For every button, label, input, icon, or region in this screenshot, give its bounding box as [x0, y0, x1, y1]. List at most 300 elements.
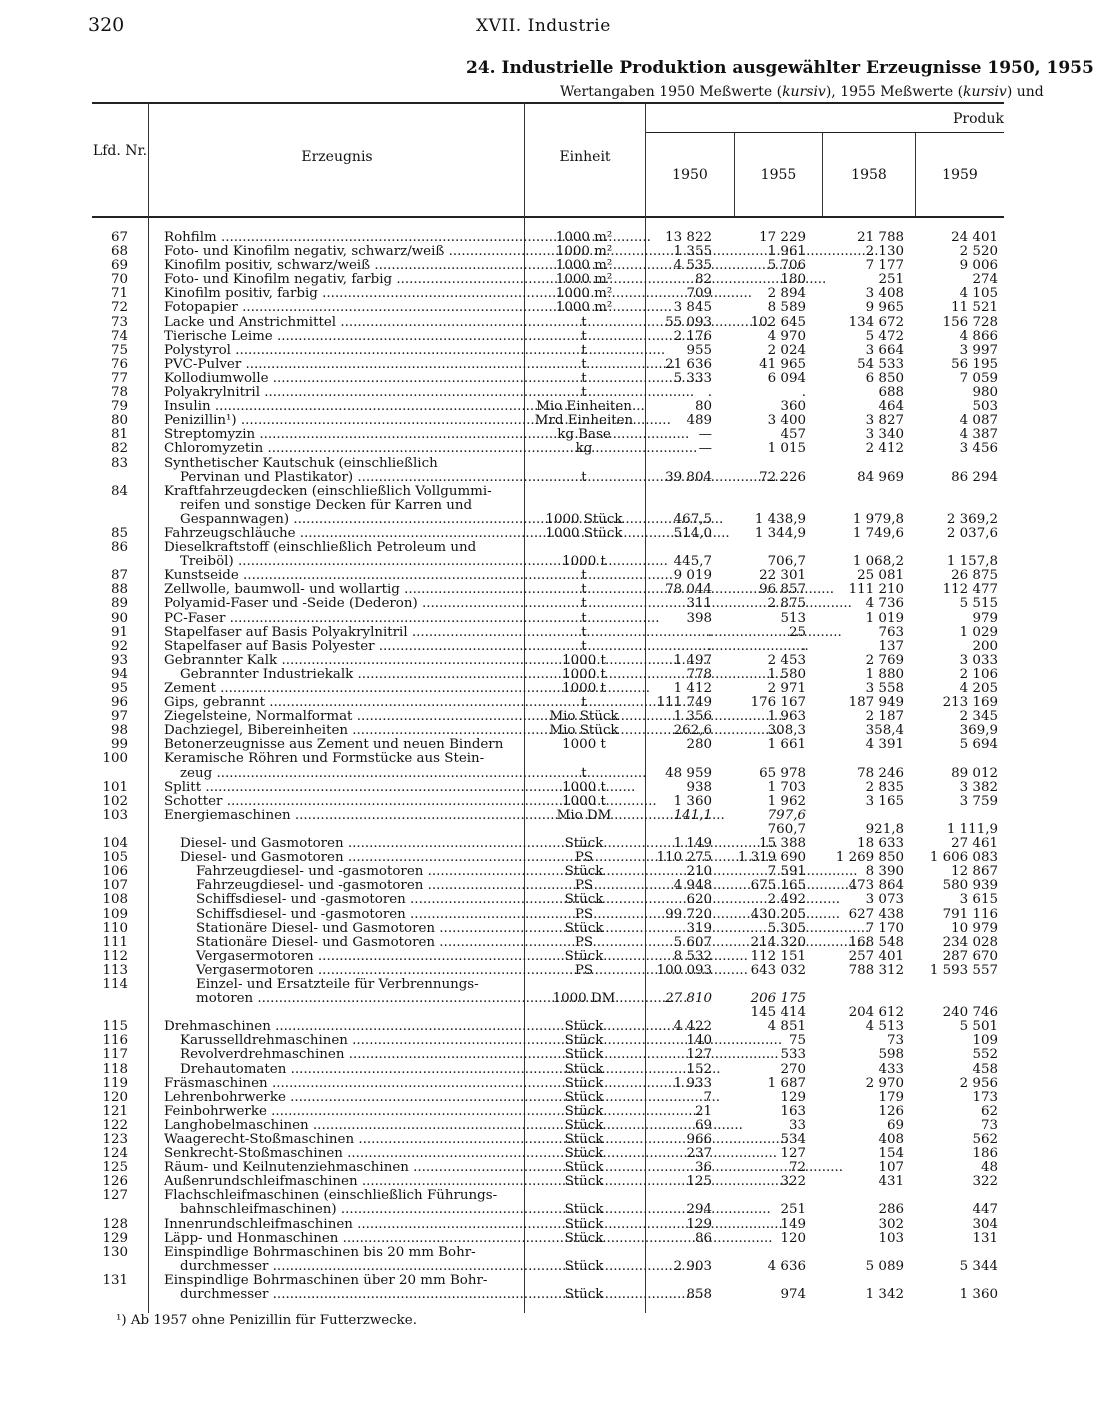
value-1959: 86 294	[951, 469, 998, 485]
row-number: 101	[102, 779, 128, 795]
row-number: 89	[110, 596, 128, 612]
value-1958: 431	[878, 1174, 904, 1190]
product-name: reifen und sonstige Decken für Karren und	[180, 497, 473, 513]
unit: t	[581, 695, 587, 711]
value-1950: 127	[686, 1047, 712, 1063]
row-number: 124	[102, 1146, 128, 1162]
table-row	[92, 442, 1004, 456]
value-1950: 294	[686, 1202, 712, 1218]
row-number: 109	[102, 906, 128, 922]
table-row	[92, 654, 1004, 668]
value-1958: 921,8	[865, 821, 904, 837]
row-number: 102	[102, 793, 128, 809]
product-name: Feinbohrwerke .....	[164, 1105, 514, 1119]
value-1958: 464	[878, 399, 904, 415]
table-row	[92, 555, 1004, 569]
value-1959: 2 520	[959, 244, 998, 260]
unit: PS	[574, 850, 594, 866]
product-name: Schiffsdiesel- und -gasmotoren .....	[196, 908, 514, 922]
product-name: Stationäre Diesel- und Gasmotoren .....	[196, 936, 514, 950]
row-number: 119	[102, 1075, 128, 1091]
product-name: Gebrannter Kalk .....	[164, 654, 514, 668]
product-name: Gips, gebrannt .....	[164, 696, 514, 710]
value-1958: 5 089	[865, 1258, 904, 1274]
product-name: Betonerzeugnisse aus Zement und neuen Bindern	[164, 737, 504, 753]
product-name: Einspindlige Bohrmaschinen bis 20 mm Bohr-	[164, 1244, 476, 1260]
table-row	[92, 1218, 1004, 1232]
value-1958: 168 548	[848, 934, 904, 950]
value-1959: 1 111,9	[946, 821, 998, 837]
product-name: Gebrannter Industriekalk .....	[180, 668, 514, 682]
table-row	[92, 1161, 1004, 1175]
value-1950: 1 149	[673, 836, 712, 852]
value-1955: 2 024	[767, 342, 806, 358]
value-1955: .	[801, 638, 806, 654]
unit: Stück	[564, 864, 604, 880]
table-row	[92, 1147, 1004, 1161]
value-1959: 3 997	[959, 342, 998, 358]
value-1959: 4 105	[959, 286, 998, 302]
value-1950: 3 845	[673, 300, 712, 316]
value-1955: 4 851	[767, 1019, 806, 1035]
row-number: 123	[102, 1132, 128, 1147]
row-number: 96	[110, 695, 128, 711]
value-1955: 430 205	[750, 906, 806, 922]
row-number: 131	[102, 1272, 128, 1288]
unit: PS	[574, 962, 594, 978]
row-number: 68	[110, 244, 128, 260]
product-name: Polyamid-Faser und -Seide (Dederon) .....	[164, 597, 514, 611]
subtitle-italic: kursiv	[963, 84, 1007, 100]
value-1955: 1 344,9	[754, 525, 806, 541]
value-1955: 1 438,9	[754, 511, 806, 527]
unit: Stück	[564, 1216, 604, 1232]
value-1959: 26 875	[951, 568, 998, 584]
product-name: Stapelfaser auf Basis Polyakrylnitril .....	[164, 626, 514, 640]
unit: t	[581, 469, 587, 485]
unit: 1000 t	[562, 793, 606, 809]
table-row	[92, 273, 1004, 287]
value-1955: 2 971	[767, 681, 806, 696]
value-1959: 304	[972, 1216, 998, 1232]
table-row	[92, 724, 1004, 738]
value-1958: 2 769	[865, 652, 904, 668]
value-1950: 467,5	[673, 511, 712, 527]
product-name: Innenrundschleifmaschinen .....	[164, 1218, 514, 1232]
row-number: 74	[110, 328, 128, 344]
value-1959: 48	[980, 1160, 998, 1176]
unit: 1000 m²	[555, 272, 613, 288]
value-1950: 4 948	[673, 878, 712, 894]
unit: t	[581, 624, 587, 640]
value-1950: 140	[686, 1033, 712, 1049]
value-1959: 3 615	[959, 892, 998, 908]
row-number: 106	[102, 864, 128, 880]
product-name: Chloromyzetin .....	[164, 442, 514, 456]
unit: Stück	[564, 1160, 604, 1176]
header-year-1955: 1955	[760, 167, 797, 183]
value-1959: 62	[980, 1103, 998, 1119]
value-1950: 445,7	[673, 554, 712, 570]
value-1955: 33	[788, 1117, 806, 1133]
table-row	[92, 682, 1004, 696]
row-number: 108	[102, 892, 128, 908]
subtitle-italic: kursiv	[782, 84, 826, 100]
value-1958: 3 558	[865, 681, 904, 696]
value-1955: 120	[780, 1230, 806, 1246]
row-number: 72	[110, 300, 128, 316]
production-group-rule	[645, 132, 1004, 133]
row-number: 70	[110, 272, 128, 288]
row-number: 95	[110, 681, 128, 696]
value-1959: 4 087	[959, 413, 998, 429]
table-row	[92, 386, 1004, 400]
unit: t	[581, 582, 587, 598]
value-1959: 2 106	[959, 666, 998, 682]
value-1955: 270	[780, 1061, 806, 1077]
value-1955: 145 414	[750, 1005, 806, 1021]
value-1959: 4 387	[959, 427, 998, 443]
unit: Stück	[564, 1230, 604, 1246]
value-1959: 186	[972, 1146, 998, 1162]
table-row	[92, 879, 1004, 893]
row-number: 73	[110, 314, 128, 330]
value-1959: 27 461	[951, 836, 998, 852]
table-row	[92, 1119, 1004, 1133]
value-1955: 176 167	[750, 695, 806, 711]
value-1955: 129	[780, 1089, 806, 1105]
product-name: Flachschleifmaschinen (einschließlich Führungs-	[164, 1188, 498, 1204]
value-1955: 457	[780, 427, 806, 443]
table-row	[92, 245, 1004, 259]
table-row	[92, 1133, 1004, 1147]
value-1958: 688	[878, 385, 904, 401]
unit: PS	[574, 934, 594, 950]
value-1955: 1 963	[767, 709, 806, 725]
value-1958: 7 170	[865, 920, 904, 936]
unit: Mio Stück	[549, 709, 619, 725]
product-name: Tierische Leime .....	[164, 330, 514, 344]
value-1955: 72	[788, 1160, 806, 1176]
value-1950: 48 959	[665, 765, 712, 781]
unit: Stück	[564, 1103, 604, 1119]
unit: 1000 m²	[555, 244, 613, 260]
product-name: Vergasermotoren .....	[196, 950, 514, 964]
value-1958: 1 269 850	[835, 850, 904, 866]
table-row	[92, 1063, 1004, 1077]
product-name: Einzel- und Ersatzteile für Verbrennungs-	[196, 976, 479, 992]
value-1955: 1 319 690	[737, 850, 806, 866]
value-1958: 84 969	[857, 469, 904, 485]
value-1958: 2 130	[865, 244, 904, 260]
table-row	[92, 809, 1004, 823]
unit: Stück	[564, 1075, 604, 1091]
row-number: 121	[102, 1103, 128, 1119]
value-1955: 7 591	[767, 864, 806, 880]
table-row	[92, 1232, 1004, 1246]
value-1958: 5 472	[865, 328, 904, 344]
value-1955: 1 961	[767, 244, 806, 260]
value-1959: 4 205	[959, 681, 998, 696]
value-1950: 9 019	[673, 568, 712, 584]
product-name: Kinofilm positiv, schwarz/weiß .....	[164, 259, 514, 273]
row-number: 100	[102, 751, 128, 767]
row-number: 86	[110, 540, 128, 556]
value-1955: 706,7	[767, 554, 806, 570]
row-number: 127	[102, 1188, 128, 1204]
value-1959: 322	[972, 1174, 998, 1190]
value-1958: 69	[886, 1117, 904, 1133]
value-1950: 39 804	[665, 469, 712, 485]
value-1958: 6 850	[865, 370, 904, 386]
row-number: 111	[102, 934, 128, 950]
row-number: 80	[110, 413, 128, 429]
product-name: Zellwolle, baumwoll- und wollartig .....	[164, 583, 514, 597]
unit: PS	[574, 906, 594, 922]
table-row	[92, 738, 1004, 752]
product-name: Foto- und Kinofilm negativ, schwarz/weiß .....	[164, 245, 514, 259]
row-number: 75	[110, 342, 128, 358]
value-1958: 2 412	[865, 441, 904, 457]
unit: Stück	[564, 1258, 604, 1274]
value-1950: 489	[686, 413, 712, 429]
header-erzeugnis: Erzeugnis	[301, 149, 373, 165]
value-1959: 12 867	[951, 864, 998, 880]
table-row	[92, 513, 1004, 527]
value-1950: 5 607	[673, 934, 712, 950]
value-1950: 1 412	[673, 681, 712, 696]
product-name: Gespannwagen) .....	[180, 513, 514, 527]
value-1950: .	[707, 638, 712, 654]
value-1959: 3 456	[959, 441, 998, 457]
product-name: Vergasermotoren .....	[196, 964, 514, 978]
value-1958: 286	[878, 1202, 904, 1218]
row-number: 82	[110, 441, 128, 457]
value-1955: 8 589	[767, 300, 806, 316]
table-row	[92, 908, 1004, 922]
product-name: Insulin .....	[164, 400, 514, 414]
value-1959: 562	[972, 1132, 998, 1147]
value-1950: 4 535	[673, 258, 712, 274]
value-1958: 187 949	[848, 695, 904, 711]
value-1959: 1 606 083	[929, 850, 998, 866]
value-1950: 141,1	[673, 807, 712, 823]
value-1950: 2 176	[673, 328, 712, 344]
value-1959: 2 956	[959, 1075, 998, 1091]
value-1950: 129	[686, 1216, 712, 1232]
value-1958: 107	[878, 1160, 904, 1176]
value-1955: 72 226	[759, 469, 806, 485]
product-name: Penizillin¹) .....	[164, 414, 514, 428]
table-row	[92, 499, 1004, 513]
value-1958: 137	[878, 638, 904, 654]
table-subtitle	[560, 84, 1044, 100]
product-name: Foto- und Kinofilm negativ, farbig .....	[164, 273, 514, 287]
value-1958: 627 438	[848, 906, 904, 922]
product-name: Außenrundschleifmaschinen .....	[164, 1175, 514, 1189]
product-name: Polystyrol .....	[164, 344, 514, 358]
unit: Mrd Einheiten	[534, 413, 634, 429]
unit: t	[581, 568, 587, 584]
value-1955: 2 492	[767, 892, 806, 908]
unit: Stück	[564, 1061, 604, 1077]
row-number: 69	[110, 258, 128, 274]
header-lfd: Lfd. Nr.	[92, 143, 148, 159]
row-number: 126	[102, 1174, 128, 1190]
row-number: 122	[102, 1117, 128, 1133]
value-1958: 251	[878, 272, 904, 288]
value-1958: 3 073	[865, 892, 904, 908]
unit: Stück	[564, 1132, 604, 1147]
value-1958: 433	[878, 1061, 904, 1077]
unit: Stück	[564, 892, 604, 908]
value-1959: 156 728	[942, 314, 998, 330]
value-1958: 358,4	[865, 723, 904, 739]
value-1955: .	[801, 385, 806, 401]
value-1958: 3 340	[865, 427, 904, 443]
row-number: 114	[102, 976, 128, 992]
product-name: Diesel- und Gasmotoren .....	[180, 837, 514, 851]
value-1955: 214 320	[750, 934, 806, 950]
unit: Stück	[564, 1174, 604, 1190]
unit: 1000 t	[562, 666, 606, 682]
value-1955: 360	[780, 399, 806, 415]
value-1950: .	[707, 385, 712, 401]
value-1958: 54 533	[857, 356, 904, 372]
value-1950: 1 360	[673, 793, 712, 809]
unit: t	[581, 385, 587, 401]
value-1950: 311	[686, 596, 712, 612]
row-number: 71	[110, 286, 128, 302]
value-1950: 5 333	[673, 370, 712, 386]
table-row	[92, 851, 1004, 865]
value-1958: 4 736	[865, 596, 904, 612]
value-1950: 78 044	[665, 582, 712, 598]
row-number: 125	[102, 1160, 128, 1176]
value-1955: 1 661	[767, 737, 806, 753]
unit: kg	[575, 441, 593, 457]
row-number: 128	[102, 1216, 128, 1232]
unit: t	[581, 328, 587, 344]
unit: Stück	[564, 1287, 604, 1303]
value-1950: 1 497	[673, 652, 712, 668]
table-row	[92, 527, 1004, 541]
table-row	[92, 626, 1004, 640]
value-1959: 240 746	[942, 1005, 998, 1021]
unit: t	[581, 370, 587, 386]
product-name: durchmesser .....	[180, 1260, 514, 1274]
unit: t	[581, 765, 587, 781]
table-row	[92, 1175, 1004, 1189]
product-name: Treiböl) .....	[180, 555, 514, 569]
value-1959: 2 345	[959, 709, 998, 725]
unit: 1000 m²	[555, 300, 613, 316]
value-1950: 709	[686, 286, 712, 302]
value-1959: 5 344	[959, 1258, 998, 1274]
value-1959: 5 694	[959, 737, 998, 753]
value-1958: 1 880	[865, 666, 904, 682]
row-number: 78	[110, 385, 128, 401]
product-name: Energiemaschinen .....	[164, 809, 514, 823]
value-1955: 3 400	[767, 413, 806, 429]
subtitle-part: ), 1955 Meßwerte (	[825, 84, 964, 100]
row-number: 77	[110, 370, 128, 386]
row-number: 92	[110, 638, 128, 654]
value-1958: 1 342	[865, 1287, 904, 1303]
product-name: Läpp- und Honmaschinen .....	[164, 1232, 514, 1246]
value-1950: 111 749	[656, 695, 712, 711]
table-row	[92, 471, 1004, 485]
product-name: Langhobelmaschinen .....	[164, 1119, 514, 1133]
value-1950: .	[707, 624, 712, 640]
unit: Stück	[564, 836, 604, 852]
value-1955: 513	[780, 610, 806, 626]
value-1955: 96 857	[759, 582, 806, 598]
value-1955: 25	[788, 624, 806, 640]
table-row	[92, 1274, 1004, 1288]
product-name: Kraftfahrzeugdecken (einschließlich Vollgummi-	[164, 483, 492, 499]
row-number: 115	[102, 1019, 128, 1035]
table-row	[92, 795, 1004, 809]
value-1959: 503	[972, 399, 998, 415]
value-1959: 112 477	[942, 582, 998, 598]
subtitle-part: Wertangaben 1950 Meßwerte (	[560, 84, 783, 100]
value-1959: 980	[972, 385, 998, 401]
table-row	[92, 1260, 1004, 1274]
table-row	[92, 922, 1004, 936]
value-1959: 447	[972, 1202, 998, 1218]
value-1958: 2 187	[865, 709, 904, 725]
value-1959: 2 369,2	[946, 511, 998, 527]
table-row	[92, 865, 1004, 879]
value-1959: 4 866	[959, 328, 998, 344]
value-1959: 979	[972, 610, 998, 626]
value-1959: 458	[972, 1061, 998, 1077]
product-name: Ziegelsteine, Normalformat .....	[164, 710, 514, 724]
unit: t	[581, 610, 587, 626]
value-1950: 82	[694, 272, 712, 288]
value-1950: 237	[686, 1146, 712, 1162]
value-1950: 955	[686, 342, 712, 358]
value-1950: 938	[686, 779, 712, 795]
product-name: Lehrenbohrwerke .....	[164, 1091, 514, 1105]
row-number: 81	[110, 427, 128, 443]
product-name: zeug .....	[180, 767, 514, 781]
product-name: Kollodiumwolle .....	[164, 372, 514, 386]
table-row	[92, 372, 1004, 386]
product-name: Fräsmaschinen .....	[164, 1077, 514, 1091]
value-1955: 1 015	[767, 441, 806, 457]
product-name: Drehmaschinen .....	[164, 1020, 514, 1034]
value-1959: 24 401	[951, 230, 998, 245]
table-row	[92, 1034, 1004, 1048]
product-name: Fotopapier .....	[164, 301, 514, 315]
value-1959: 274	[972, 272, 998, 288]
value-1958: 21 788	[857, 230, 904, 245]
value-1950: 262,6	[673, 723, 712, 739]
header-year-1958: 1958	[851, 167, 887, 183]
value-1959: 56 195	[951, 356, 998, 372]
header-top-rule	[92, 102, 1004, 104]
table-row	[92, 781, 1004, 795]
unit: 1000 m²	[555, 230, 613, 245]
value-1950: 319	[686, 920, 712, 936]
row-number: 97	[110, 709, 128, 725]
value-1959: 1 593 557	[929, 962, 998, 978]
table-row	[92, 964, 1004, 978]
value-1958: 788 312	[848, 962, 904, 978]
value-1955: 308,3	[767, 723, 806, 739]
